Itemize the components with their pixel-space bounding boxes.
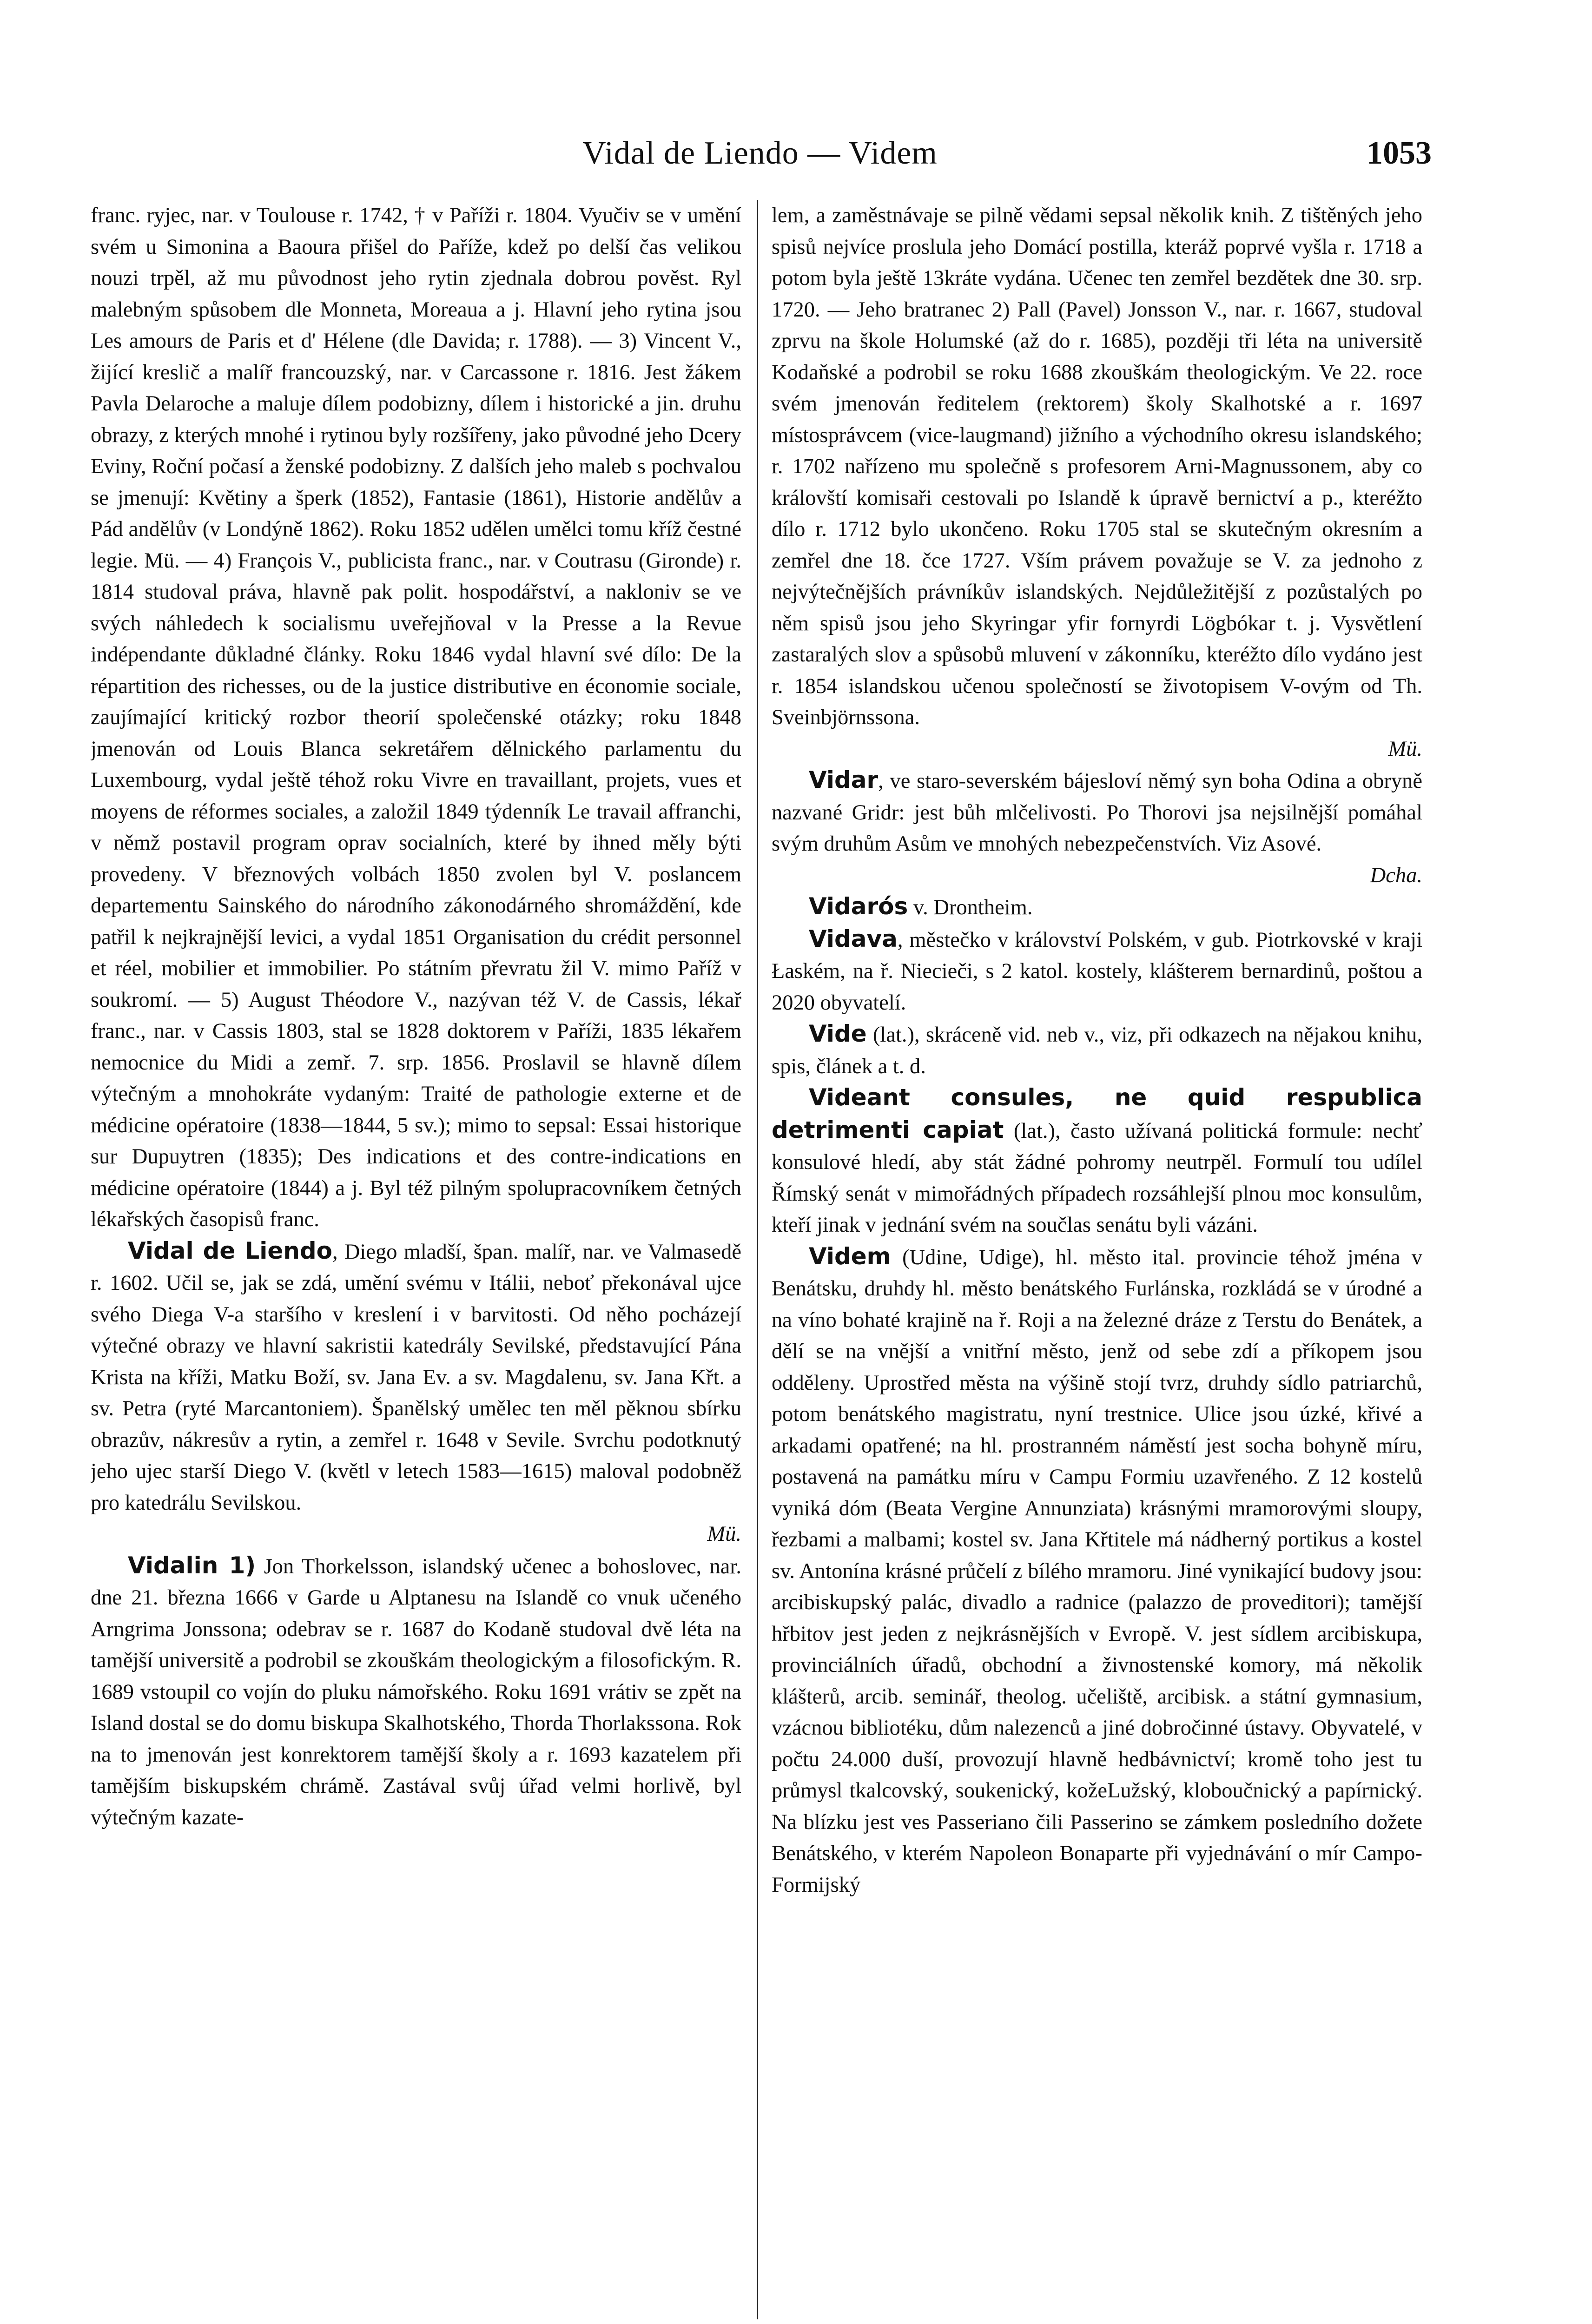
- encyclopedia-entry: [772, 891, 1422, 924]
- entry-headword: Vidarós: [809, 893, 908, 920]
- entry-text: v. Drontheim.: [908, 896, 1033, 919]
- entry-headword: Videant consules, ne quid respublica detrimenti capiat: [772, 1084, 1422, 1143]
- encyclopedia-entry: [91, 1550, 741, 1834]
- running-title: Vidal de Liendo — Videm: [582, 135, 938, 171]
- entry-text: (lat.), často užívaná politická formule: nechť konsulové hledí, aby stát žádné pohromy neutrpěl. Formulí tou udílel Římský senát v mimořádných případech rozsáhlejší plnou moc konsulům, kteří jinak v jednání svém na součlas senátu byli vázáni.: [772, 1119, 1422, 1237]
- encyclopedia-entry: [772, 1241, 1422, 1901]
- left-column: [91, 200, 741, 2319]
- encyclopedia-entry: [772, 765, 1422, 860]
- encyclopedia-entry: [91, 200, 741, 1235]
- page-number: 1053: [1367, 135, 1432, 171]
- entry-headword: Vidava: [809, 925, 898, 952]
- encyclopedia-entry: [772, 1018, 1422, 1082]
- entry-headword: Vidal de Liendo: [128, 1237, 332, 1264]
- entry-text: , ve staro-severském bájesloví němý syn boha Odina a obryně nazvané Gridr: jest bůh mlčelivosti. Po Thorovi jsa nejsilnější pomáhal svým druhům Asům ve mnohých nebezpečenstvích. Viz Asové.: [772, 769, 1422, 856]
- entry-text: (Udine, Udige), hl. město ital. provincie téhož jména v Benátsku, druhdy hl. město benátského Furlánska, rozkládá se v úrodné a na víno bohaté krajině na ř. Roji a na železné dráze z Terstu do Benátek, a dělí se na vnější a vnitřní město, jenž od sebe zdí a příkopem jsou odděleny. Uprostřed města na výšině stojí tvrz, druhdy sídlo patriarchů, potom benátského magistratu, nyní trestnice. Ulice jsou úzké, křivé a arkadami opatřené; na hl. prostranném náměstí jest socha bohyně míru, postavená na památku míru v Campu Formiu uzavřeného. Z 12 kostelů vyniká dóm (Beata Vergine Annunziata) krásnými mramorovými sloupy, řezbami a malbami; kostel sv. Jana Křtitele má nádherný portikus a kostel sv. Antonína krásné průčelí z bílého mramoru. Jiné vynikající budovy jsou: arcibiskupský palác, divadlo a radnice (palazzo de proveditori); tamější hřbitov jest jeden z nejkrásnějších v Evropě. V. jest sídlem arcibiskupa, provinciálních úřadů, obchodní a živnostenské komory, má několik klášterů, arcib. seminář, theolog. učeliště, arcibisk. a státní gymnasium, vzácnou bibliotéku, dům nalezenců a jiné dobročinné ústavy. Obyvatelé, v počtu 24.000 duší, provozují hlavně hedbávnictví; kromě toho jest tu průmysl tkalcovský, soukenický, kožeLužský, kloboučnický a papírnický. Na blízku jest ves Passeriano čili Passerino se zámkem posledního dožete Benátského, v kterém Napoleon Bonaparte při vyjednávání o mír Campo-Formijský: [772, 1245, 1422, 1897]
- entry-text: lem, a zaměstnávaje se pilně vědami sepsal několik knih. Z tištěných jeho spisů nejvíce proslula jeho Domácí postilla, kteráž poprvé vyšla r. 1718 a potom byla ještě 13kráte vydána. Učenec ten zemřel bezdětek dne 30. srp. 1720. — Jeho bratranec 2) Pall (Pavel) Jonsson V., nar. r. 1667, studoval zprvu na škole Holumské (až do r. 1685), později tři léta na universitě Kodaňské a podrobil se roku 1688 zkouškám theologickým. Ve 22. roce svém jmenován ředitelem (rektorem) školy Skalhotské a r. 1697 místosprávcem (vice-laugmand) jižního a východního okresu islandského; r. 1702 nařízeno mu společně s profesorem Arni-Magnussonem, aby co královští komisaři cestovali po Islandě k úpravě bernictví a p., kteréžto dílo r. 1712 bylo ukončeno. Roku 1705 stal se skutečným okresním a zemřel dne 18. čce 1727. Vším právem považuje se V. za jednoho z nejvýtečnějších právníkův islandských. Nejdůležitější z pozůstalých po něm spisů jsou jeho Skyringar yfir fornyrdi Lögbókar t. j. Vysvětlení zastaralých slov a spůsobů mluvení v zákonníku, kteréžto dílo vydáno jest r. 1854 islandskou učenou společností se životopisem V-ovým od Th. Sveinbjörnssona.: [772, 204, 1422, 729]
- encyclopedia-entry: [91, 1235, 741, 1519]
- entry-headword: Vide: [809, 1020, 867, 1047]
- entry-text: , městečko v království Polském, v gub. Piotrkovské v kraji Łaském, na ř. Niecieči, s 2 katol. kostely, klášterem bernardinů, poštou a 2020 obyvatelí.: [772, 928, 1422, 1015]
- right-column: [772, 200, 1422, 2319]
- entry-text: (lat.), skráceně vid. neb v., viz, při odkazech na nějakou knihu, spis, článek a t. d.: [772, 1023, 1422, 1078]
- entry-text: Jon Thorkelsson, islandský učenec a bohoslovec, nar. dne 21. března 1666 v Garde u Alptanesu na Islandě co vnuk učeného Arngrima Jonssona; odebrav se r. 1687 do Kodaně studoval dvě léta na tamější universitě a podrobil se zkouškám theologickým a filosofickým. R. 1689 vstoupil co vojín do pluku námořského. Roku 1691 vrátiv se zpět na Island dostal se do domu biskupa Skalhotského, Thorda Thorlakssona. Rok na to jmenován jest konrektorem tamější školy a r. 1693 kazatelem při tamějším biskupském chrámě. Zastával svůj úřad velmi horlivě, byl výtečným kazate-: [91, 1554, 741, 1829]
- entry-headword: Vidar: [809, 766, 879, 793]
- encyclopedia-entry: [772, 1082, 1422, 1241]
- column-divider: [757, 200, 758, 2319]
- entry-text: franc. ryjec, nar. v Toulouse r. 1742, † v Paříži r. 1804. Vyučiv se v umění svém u Simonina a Baoura přišel do Paříže, kdež po delší čas velikou nouzi trpěl, až mu původnost jeho rytin zjednala dobrou pověst. Ryl malebným spůsobem dle Monneta, Moreaua a j. Hlavní jeho rytina jsou Les amours de Paris et d' Hélene (dle Davida; r. 1788). — 3) Vincent V., žijící kreslič a malíř francouzský, nar. v Carcassone r. 1816. Jest žákem Pavla Delaroche a maluje dílem podobizny, dílem i historické a jin. druhu obrazy, z kterých mnohé i rytinou byly rozšířeny, jako původné jeho Dcery Eviny, Roční počasí a ženské podobizny. Z dalších jeho maleb s pochvalou se jmenují: Květiny a šperk (1852), Fantasie (1861), Historie andělův a Pád andělův (v Londýně 1862). Roku 1852 udělen umělci tomu kříž čestné legie. Mü. — 4) François V., publicista franc., nar. v Coutrasu (Gironde) r. 1814 studoval práva, hlavně pak polit. hospodářství, a nakloniv se ve svých náhledech k socialismu uveřejňoval v la Presse a la Revue indépendante důkladné články. Roku 1846 vydal hlavní své dílo: De la répartition des richesses, ou de la justice distributive en économie sociale, zaujímající kritický rozbor theorií společenské otázky; roku 1848 jmenován od Louis Blanca sekretářem dělnického parlamentu du Luxembourg, vydal ještě téhož roku Vivre en travaillant, projets, vues et moyens de réformes sociales, a založil 1849 týdenník Le travail affranchi, v němž postavil program oprav socialních, které by ihned měly býti provedeny. V březnových volbách 1850 zvolen byl V. poslancem departementu Sainského do národního zákonodárného shromáždění, kde patřil k nejkrajnější levici, a vydal 1851 Organisation du crédit personnel et réel, mobilier et immobilier. Po státním převratu žil V. mimo Paříž v soukromí. — 5) August Théodore V., nazývan též V. de Cassis, lékař franc., nar. v Cassis 1803, stal se 1828 doktorem v Paříži, 1835 lékařem nemocnice du Midi a zemř. 7. srp. 1856. Proslavil se hlavně dílem výtečným a mnohokráte vydaným: Traité de pathologie externe et de médicine opératoire (1838—1844, 5 sv.); mimo to sepsal: Essai historique sur Dupuytren (1835); Des indications et des contre-indications en médicine opératoire (1844) a j. Byl též pilným spolupracovníkem četných lékařských časopisů franc.: [91, 204, 741, 1231]
- page-header: [88, 125, 1432, 177]
- entry-headword: Videm: [809, 1242, 891, 1270]
- author-signature: Mü.: [707, 1522, 741, 1546]
- encyclopedia-entry: [772, 200, 1422, 733]
- author-signature: Dcha.: [1370, 863, 1422, 887]
- author-signature: Mü.: [1388, 737, 1422, 761]
- entry-text: , Diego mladší, špan. malíř, nar. ve Valmasedě r. 1602. Učil se, jak se zdá, umění svému v Itálii, neboť překonával ujce svého Diega V-a staršího v kreslení i v barvitosti. Od něho pocházejí výtečné obrazy ve hlavní sakristii katedrály Sevilské, představující Pána Krista na kříži, Matku Boží, sv. Jana Ev. a sv. Magdalenu, sv. Jana Křt. a sv. Petra (ryté Marcantoniem). Španělský umělec ten měl pěknou sbírku obrazův, nákresův a rytin, a zemřel r. 1648 v Sevile. Svrchu podotknutý jeho ujec starší Diego V. (květl v letech 1583—1615) maloval podobněž pro katedrálu Sevilskou.: [91, 1240, 741, 1515]
- encyclopedia-entry: [772, 924, 1422, 1019]
- entry-headword: Vidalin 1): [128, 1552, 256, 1579]
